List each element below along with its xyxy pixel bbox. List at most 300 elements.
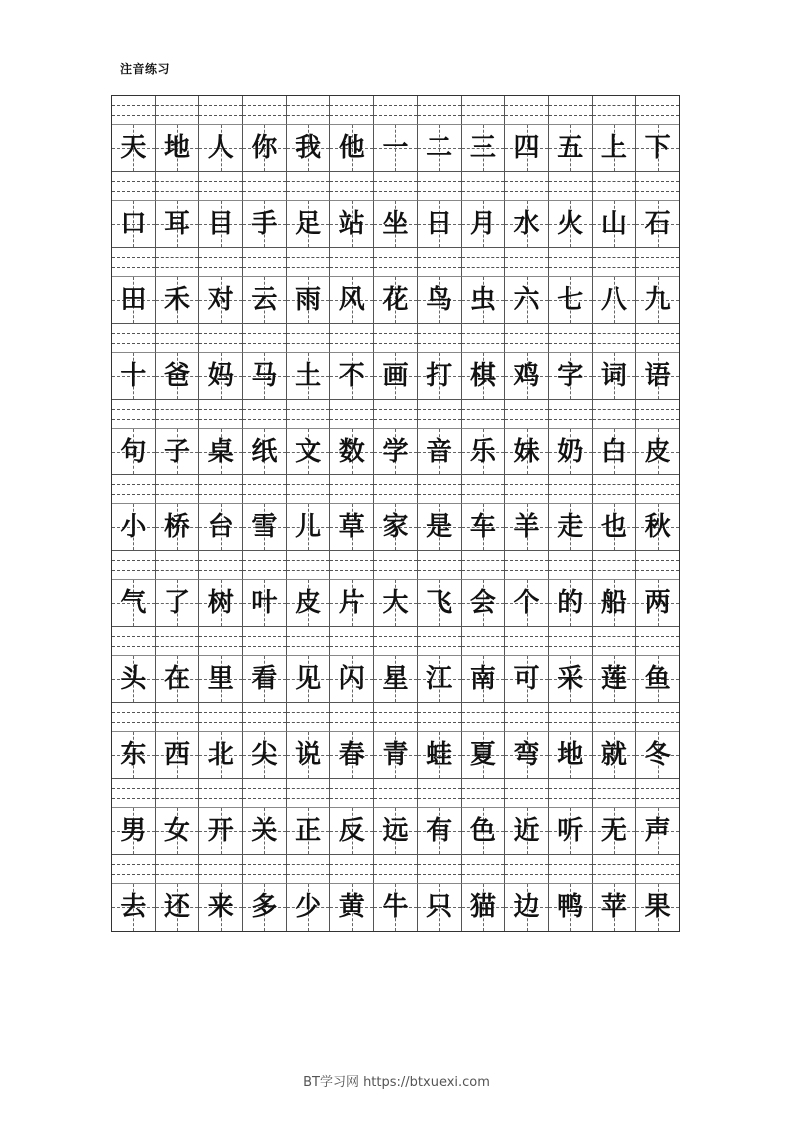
pinyin-writing-cell[interactable] (592, 703, 636, 732)
pinyin-writing-cell[interactable] (112, 172, 155, 201)
pinyin-writing-cell[interactable] (417, 400, 461, 429)
tianzige-cell (592, 201, 636, 248)
tianzige-cell (198, 656, 242, 703)
guide-line (287, 409, 330, 410)
pinyin-writing-cell[interactable] (198, 172, 242, 201)
tianzige-cell (329, 580, 373, 627)
pinyin-writing-cell[interactable] (461, 779, 505, 808)
pinyin-writing-cell[interactable] (417, 96, 461, 125)
hanzi-character: 色 (469, 815, 496, 846)
pinyin-writing-cell[interactable] (286, 855, 330, 884)
hanzi-character: 字 (557, 360, 584, 391)
guide-line (636, 343, 679, 344)
guide-line (199, 115, 242, 116)
hanzi-character: 马 (251, 360, 278, 391)
hanzi-character: 牛 (382, 892, 409, 923)
pinyin-writing-cell[interactable] (373, 400, 417, 429)
hanzi-character: 八 (600, 284, 627, 315)
guide-line (593, 115, 636, 116)
guide-line (287, 798, 330, 799)
tianzige-cell (373, 580, 417, 627)
hanzi-character: 打 (426, 360, 453, 391)
guide-line (199, 570, 242, 571)
tianzige-cell (286, 732, 330, 779)
character-row (112, 732, 679, 779)
guide-line (156, 636, 199, 637)
hanzi-character: 鱼 (644, 664, 671, 695)
hanzi-character: 可 (513, 664, 540, 695)
tianzige-cell (548, 732, 592, 779)
pinyin-writing-cell[interactable] (198, 855, 242, 884)
tianzige-cell (504, 504, 548, 551)
pinyin-writing-cell[interactable] (504, 400, 548, 429)
pinyin-writing-cell[interactable] (592, 96, 636, 125)
pinyin-writing-cell[interactable] (373, 248, 417, 277)
guide-line (287, 560, 330, 561)
guide-line (549, 181, 592, 182)
tianzige-cell (198, 429, 242, 476)
guide-line (462, 191, 505, 192)
pinyin-writing-cell[interactable] (504, 855, 548, 884)
pinyin-writing-cell[interactable] (155, 703, 199, 732)
pinyin-writing-cell[interactable] (548, 324, 592, 353)
guide-line (156, 409, 199, 410)
tianzige-cell (198, 808, 242, 855)
pinyin-writing-cell[interactable] (242, 172, 286, 201)
pinyin-writing-cell[interactable] (417, 475, 461, 504)
tianzige-cell (329, 429, 373, 476)
hanzi-character: 边 (513, 892, 540, 923)
guide-line (287, 181, 330, 182)
guide-line (505, 409, 548, 410)
pinyin-writing-cell[interactable] (417, 779, 461, 808)
hanzi-character: 火 (557, 208, 584, 239)
hanzi-character: 日 (426, 208, 453, 239)
guide-line (243, 419, 286, 420)
pinyin-writing-cell[interactable] (155, 627, 199, 656)
pinyin-writing-cell[interactable] (112, 551, 155, 580)
pinyin-writing-cell[interactable] (242, 96, 286, 125)
tianzige-cell (112, 353, 155, 400)
pinyin-writing-cell[interactable] (548, 248, 592, 277)
pinyin-writing-cell[interactable] (504, 627, 548, 656)
guide-line (505, 712, 548, 713)
pinyin-writing-cell[interactable] (286, 475, 330, 504)
pinyin-writing-cell[interactable] (198, 475, 242, 504)
tianzige-cell (635, 201, 679, 248)
tianzige-cell (112, 732, 155, 779)
pinyin-writing-cell[interactable] (635, 324, 679, 353)
pinyin-writing-cell[interactable] (242, 703, 286, 732)
guide-line (505, 484, 548, 485)
guide-line (112, 494, 155, 495)
pinyin-writing-cell[interactable] (504, 324, 548, 353)
pinyin-writing-cell[interactable] (242, 779, 286, 808)
pinyin-writing-cell[interactable] (504, 248, 548, 277)
pinyin-writing-cell[interactable] (198, 400, 242, 429)
guide-line (330, 570, 373, 571)
pinyin-writing-cell[interactable] (373, 551, 417, 580)
hanzi-character: 水 (513, 208, 540, 239)
guide-line (418, 257, 461, 258)
pinyin-writing-cell[interactable] (112, 324, 155, 353)
pinyin-writing-cell[interactable] (329, 703, 373, 732)
guide-line (418, 484, 461, 485)
guide-line (505, 333, 548, 334)
guide-line (593, 788, 636, 789)
pinyin-writing-cell[interactable] (417, 172, 461, 201)
pinyin-writing-cell[interactable] (286, 779, 330, 808)
pinyin-writing-cell[interactable] (461, 172, 505, 201)
hanzi-character: 也 (600, 512, 627, 543)
pinyin-writing-cell[interactable] (373, 475, 417, 504)
pinyin-writing-cell[interactable] (155, 324, 199, 353)
pinyin-writing-cell[interactable] (112, 248, 155, 277)
guide-line (418, 115, 461, 116)
pinyin-writing-cell[interactable] (329, 96, 373, 125)
pinyin-writing-cell[interactable] (329, 855, 373, 884)
tianzige-cell (461, 884, 505, 931)
tianzige-cell (329, 504, 373, 551)
pinyin-writing-cell[interactable] (635, 248, 679, 277)
pinyin-writing-cell[interactable] (286, 324, 330, 353)
pinyin-writing-cell[interactable] (592, 475, 636, 504)
pinyin-writing-cell[interactable] (286, 172, 330, 201)
guide-line (418, 722, 461, 723)
guide-line (549, 570, 592, 571)
character-row (112, 429, 679, 476)
pinyin-writing-cell[interactable] (461, 551, 505, 580)
guide-line (243, 105, 286, 106)
tianzige-cell (329, 353, 373, 400)
tianzige-cell (373, 732, 417, 779)
pinyin-row (112, 627, 679, 656)
pinyin-writing-cell[interactable] (461, 248, 505, 277)
pinyin-writing-cell[interactable] (155, 855, 199, 884)
hanzi-character: 花 (382, 284, 409, 315)
pinyin-writing-cell[interactable] (417, 855, 461, 884)
pinyin-writing-cell[interactable] (329, 475, 373, 504)
pinyin-writing-cell[interactable] (417, 627, 461, 656)
pinyin-writing-cell[interactable] (198, 779, 242, 808)
hanzi-character: 树 (207, 588, 234, 619)
pinyin-writing-cell[interactable] (417, 324, 461, 353)
hanzi-character: 弯 (513, 740, 540, 771)
pinyin-writing-cell[interactable] (504, 779, 548, 808)
guide-line (199, 419, 242, 420)
guide-line (199, 267, 242, 268)
pinyin-writing-cell[interactable] (286, 96, 330, 125)
hanzi-character: 夏 (469, 740, 496, 771)
tianzige-cell (592, 353, 636, 400)
pinyin-writing-cell[interactable] (329, 248, 373, 277)
hanzi-character: 音 (426, 436, 453, 467)
guide-line (374, 257, 417, 258)
hanzi-character: 听 (557, 815, 584, 846)
hanzi-character: 地 (164, 132, 191, 163)
guide-line (462, 343, 505, 344)
pinyin-row (112, 779, 679, 808)
pinyin-writing-cell[interactable] (635, 703, 679, 732)
pinyin-writing-cell[interactable] (242, 855, 286, 884)
hanzi-character: 关 (251, 815, 278, 846)
hanzi-character: 白 (600, 436, 627, 467)
pinyin-writing-cell[interactable] (329, 400, 373, 429)
pinyin-writing-cell[interactable] (592, 324, 636, 353)
tianzige-cell (461, 656, 505, 703)
guide-line (462, 874, 505, 875)
guide-line (505, 788, 548, 789)
pinyin-writing-cell[interactable] (242, 324, 286, 353)
guide-line (549, 646, 592, 647)
guide-line (636, 636, 679, 637)
pinyin-writing-cell[interactable] (548, 96, 592, 125)
pinyin-writing-cell[interactable] (548, 779, 592, 808)
hanzi-character: 一 (382, 132, 409, 163)
guide-line (505, 646, 548, 647)
character-row (112, 504, 679, 551)
pinyin-writing-cell[interactable] (461, 400, 505, 429)
pinyin-writing-cell[interactable] (286, 627, 330, 656)
guide-line (156, 484, 199, 485)
pinyin-writing-cell[interactable] (592, 551, 636, 580)
pinyin-writing-cell[interactable] (592, 855, 636, 884)
guide-line (374, 419, 417, 420)
guide-line (330, 494, 373, 495)
pinyin-writing-cell[interactable] (198, 96, 242, 125)
guide-line (287, 484, 330, 485)
tianzige-cell (461, 732, 505, 779)
guide-line (374, 115, 417, 116)
tianzige-cell (373, 353, 417, 400)
pinyin-writing-cell[interactable] (548, 855, 592, 884)
tianzige-cell (461, 125, 505, 172)
pinyin-writing-cell[interactable] (329, 324, 373, 353)
pinyin-writing-cell[interactable] (112, 703, 155, 732)
guide-line (462, 267, 505, 268)
pinyin-writing-cell[interactable] (548, 627, 592, 656)
pinyin-writing-cell[interactable] (242, 551, 286, 580)
pinyin-writing-cell[interactable] (155, 248, 199, 277)
hanzi-character: 冬 (644, 740, 671, 771)
guide-line (287, 864, 330, 865)
hanzi-character: 声 (644, 815, 671, 846)
pinyin-writing-cell[interactable] (635, 779, 679, 808)
pinyin-writing-cell[interactable] (635, 551, 679, 580)
guide-line (374, 788, 417, 789)
pinyin-writing-cell[interactable] (242, 400, 286, 429)
tianzige-cell (198, 201, 242, 248)
pinyin-writing-cell[interactable] (373, 324, 417, 353)
guide-line (330, 874, 373, 875)
guide-line (199, 105, 242, 106)
pinyin-writing-cell[interactable] (155, 551, 199, 580)
pinyin-writing-cell[interactable] (242, 627, 286, 656)
pinyin-writing-cell[interactable] (417, 551, 461, 580)
pinyin-row (112, 324, 679, 353)
hanzi-character: 里 (207, 664, 234, 695)
tianzige-cell (635, 580, 679, 627)
pinyin-writing-cell[interactable] (504, 475, 548, 504)
hanzi-character: 反 (338, 815, 365, 846)
pinyin-writing-cell[interactable] (635, 400, 679, 429)
pinyin-writing-cell[interactable] (373, 855, 417, 884)
pinyin-writing-cell[interactable] (329, 779, 373, 808)
guide-line (462, 181, 505, 182)
pinyin-writing-cell[interactable] (242, 475, 286, 504)
pinyin-writing-cell[interactable] (373, 703, 417, 732)
tianzige-cell (242, 884, 286, 931)
pinyin-writing-cell[interactable] (635, 172, 679, 201)
pinyin-writing-cell[interactable] (548, 172, 592, 201)
guide-line (636, 646, 679, 647)
guide-line (374, 864, 417, 865)
pinyin-writing-cell[interactable] (461, 855, 505, 884)
pinyin-writing-cell[interactable] (198, 248, 242, 277)
guide-line (593, 484, 636, 485)
guide-line (549, 560, 592, 561)
hanzi-character: 采 (557, 664, 584, 695)
pinyin-writing-cell[interactable] (286, 551, 330, 580)
pinyin-writing-cell[interactable] (417, 703, 461, 732)
pinyin-writing-cell[interactable] (504, 551, 548, 580)
pinyin-writing-cell[interactable] (198, 703, 242, 732)
pinyin-writing-cell[interactable] (373, 627, 417, 656)
pinyin-row (112, 475, 679, 504)
guide-line (549, 419, 592, 420)
pinyin-writing-cell[interactable] (329, 551, 373, 580)
guide-line (374, 105, 417, 106)
pinyin-writing-cell[interactable] (635, 627, 679, 656)
tianzige-cell (242, 353, 286, 400)
pinyin-writing-cell[interactable] (592, 172, 636, 201)
tianzige-cell (548, 580, 592, 627)
hanzi-character: 四 (513, 132, 540, 163)
hanzi-character: 有 (426, 815, 453, 846)
pinyin-writing-cell[interactable] (548, 475, 592, 504)
pinyin-writing-cell[interactable] (373, 779, 417, 808)
hanzi-character: 片 (338, 588, 365, 619)
hanzi-character: 鸭 (557, 892, 584, 923)
guide-line (243, 874, 286, 875)
pinyin-writing-cell[interactable] (112, 400, 155, 429)
pinyin-writing-cell[interactable] (592, 400, 636, 429)
tianzige-cell (417, 656, 461, 703)
character-row (112, 277, 679, 324)
pinyin-writing-cell[interactable] (112, 96, 155, 125)
pinyin-writing-cell[interactable] (592, 779, 636, 808)
pinyin-writing-cell[interactable] (286, 248, 330, 277)
pinyin-writing-cell[interactable] (592, 248, 636, 277)
pinyin-writing-cell[interactable] (461, 475, 505, 504)
guide-line (330, 788, 373, 789)
guide-line (156, 722, 199, 723)
guide-line (374, 484, 417, 485)
pinyin-writing-cell[interactable] (635, 475, 679, 504)
pinyin-writing-cell[interactable] (198, 324, 242, 353)
pinyin-writing-cell[interactable] (112, 475, 155, 504)
guide-line (243, 409, 286, 410)
guide-line (636, 712, 679, 713)
hanzi-character: 学 (382, 436, 409, 467)
tianzige-cell (504, 429, 548, 476)
guide-line (243, 257, 286, 258)
tianzige-cell (635, 656, 679, 703)
tianzige-cell (242, 201, 286, 248)
pinyin-writing-cell[interactable] (155, 779, 199, 808)
guide-line (549, 333, 592, 334)
guide-line (374, 798, 417, 799)
pinyin-writing-cell[interactable] (504, 172, 548, 201)
guide-line (593, 181, 636, 182)
guide-line (199, 712, 242, 713)
pinyin-writing-cell[interactable] (155, 400, 199, 429)
pinyin-writing-cell[interactable] (286, 703, 330, 732)
guide-line (156, 419, 199, 420)
tianzige-cell (329, 656, 373, 703)
guide-line (287, 333, 330, 334)
pinyin-writing-cell[interactable] (461, 703, 505, 732)
pinyin-writing-cell[interactable] (461, 324, 505, 353)
pinyin-writing-cell[interactable] (417, 248, 461, 277)
guide-line (505, 570, 548, 571)
guide-line (462, 570, 505, 571)
pinyin-writing-cell[interactable] (635, 96, 679, 125)
pinyin-writing-cell[interactable] (548, 400, 592, 429)
pinyin-writing-cell[interactable] (548, 703, 592, 732)
hanzi-character: 妈 (207, 360, 234, 391)
pinyin-writing-cell[interactable] (155, 96, 199, 125)
pinyin-writing-cell[interactable] (329, 627, 373, 656)
pinyin-writing-cell[interactable] (329, 172, 373, 201)
pinyin-row (112, 551, 679, 580)
pinyin-writing-cell[interactable] (548, 551, 592, 580)
hanzi-character: 桌 (207, 436, 234, 467)
pinyin-writing-cell[interactable] (461, 627, 505, 656)
guide-line (287, 788, 330, 789)
hanzi-character: 皮 (644, 436, 671, 467)
character-row (112, 884, 679, 931)
guide-line (549, 722, 592, 723)
hanzi-character: 会 (469, 588, 496, 619)
guide-line (156, 333, 199, 334)
tianzige-cell (242, 429, 286, 476)
pinyin-writing-cell[interactable] (635, 855, 679, 884)
pinyin-writing-cell[interactable] (461, 96, 505, 125)
pinyin-writing-cell[interactable] (155, 475, 199, 504)
pinyin-writing-cell[interactable] (112, 627, 155, 656)
pinyin-writing-cell[interactable] (112, 855, 155, 884)
pinyin-writing-cell[interactable] (198, 627, 242, 656)
pinyin-writing-cell[interactable] (504, 96, 548, 125)
pinyin-writing-cell[interactable] (242, 248, 286, 277)
hanzi-character: 果 (644, 892, 671, 923)
hanzi-character: 土 (295, 360, 322, 391)
pinyin-writing-cell[interactable] (112, 779, 155, 808)
pinyin-writing-cell[interactable] (155, 172, 199, 201)
pinyin-writing-cell[interactable] (286, 400, 330, 429)
hanzi-character: 大 (382, 588, 409, 619)
pinyin-writing-cell[interactable] (373, 96, 417, 125)
pinyin-writing-cell[interactable] (373, 172, 417, 201)
guide-line (287, 419, 330, 420)
pinyin-writing-cell[interactable] (592, 627, 636, 656)
tianzige-cell (112, 201, 155, 248)
pinyin-writing-cell[interactable] (198, 551, 242, 580)
tianzige-cell (461, 201, 505, 248)
guide-line (636, 788, 679, 789)
pinyin-writing-cell[interactable] (504, 703, 548, 732)
